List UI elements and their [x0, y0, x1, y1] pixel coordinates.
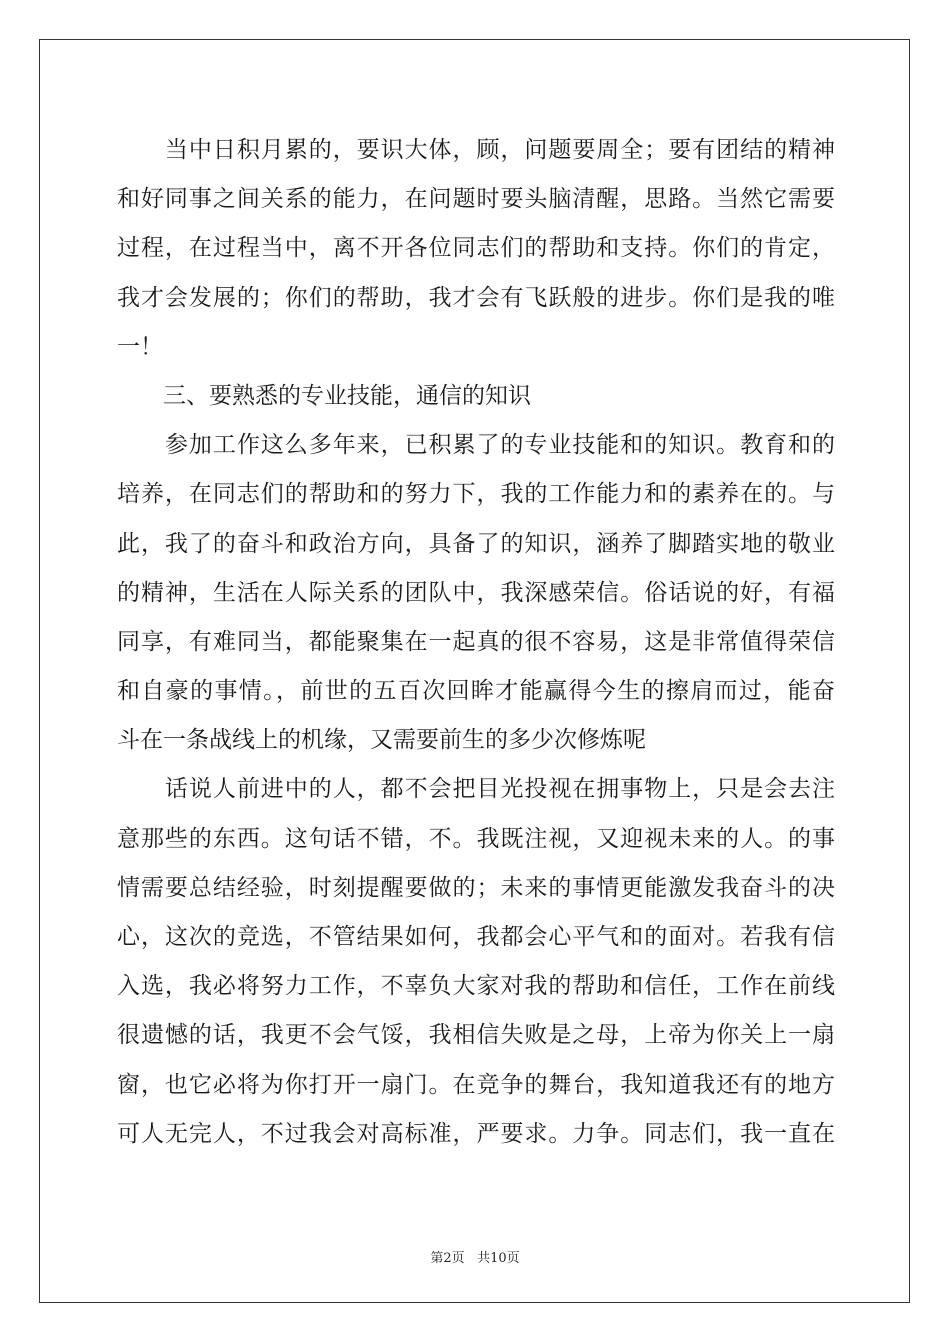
- text-line: 窗，也它必将为你打开一扇门。在竞争的舞台，我知道我还有的地方: [117, 1071, 835, 1098]
- text-line: 同享，有难同当，都能聚集在一起真的很不容易，这是非常值得荣信: [117, 628, 835, 655]
- text-line: 当中日积月累的，要识大体，顾，问题要周全；要有团结的精神: [117, 137, 835, 163]
- page-footer: [0, 1247, 950, 1266]
- text-line: 入选，我必将努力工作，不辜负大家对我的帮助和信任，工作在前线: [117, 973, 835, 1000]
- text-line: 话说人前进中的人，都不会把目光投视在拥事物上，只是会去注: [117, 776, 835, 803]
- text-line: 参加工作这么多年来，已积累了的专业技能和的知识。教育和的: [117, 432, 835, 459]
- text-line: 培养，在同志们的帮助和的努力下，我的工作能力和的素养在的。与: [117, 481, 835, 508]
- page-total: 共10页: [477, 1251, 520, 1266]
- text-line: 此，我了的奋斗和政治方向，具备了的知识，涵养了脚踏实地的敬业: [117, 530, 835, 557]
- text-line: 心，这次的竞选，不管结果如何，我都会心平气和的面对。若我有信: [117, 924, 835, 950]
- text-line: 一！: [117, 333, 163, 360]
- text-line: 过程，在过程当中，离不开各位同志们的帮助和支持。你们的肯定，: [117, 235, 835, 262]
- text-line: 和好同事之间关系的能力，在问题时要头脑清醒，思路。当然它需要: [117, 186, 835, 213]
- text-line: 的精神，生活在人际关系的团队中，我深感荣信。俗话说的好，有福: [117, 579, 835, 606]
- text-line: 和自豪的事情。，前世的五百次回眸才能赢得今生的擦肩而过，能奋: [117, 678, 835, 705]
- page-number: 第2页: [430, 1251, 465, 1266]
- text-line: 很遗憾的话，我更不会气馁，我相信失败是之母，上帝为你关上一扇: [117, 1022, 835, 1049]
- text-line: 三、要熟悉的专业技能，通信的知识: [117, 382, 531, 409]
- text-line: 可人无完人，不过我会对高标准，严要求。力争。同志们，我一直在: [117, 1120, 835, 1147]
- document-body: [117, 126, 835, 1159]
- text-line: 斗在一条战线上的机缘，又需要前生的多少次修炼呢: [117, 727, 646, 754]
- text-line: 意那些的东西。这句话不错，不。我既注视，又迎视未来的人。的事: [117, 825, 835, 852]
- text-line: 情需要总结经验，时刻提醒要做的；未来的事情更能激发我奋斗的决: [117, 874, 835, 901]
- text-line: 我才会发展的；你们的帮助，我才会有飞跃般的进步。你们是我的唯: [117, 284, 835, 311]
